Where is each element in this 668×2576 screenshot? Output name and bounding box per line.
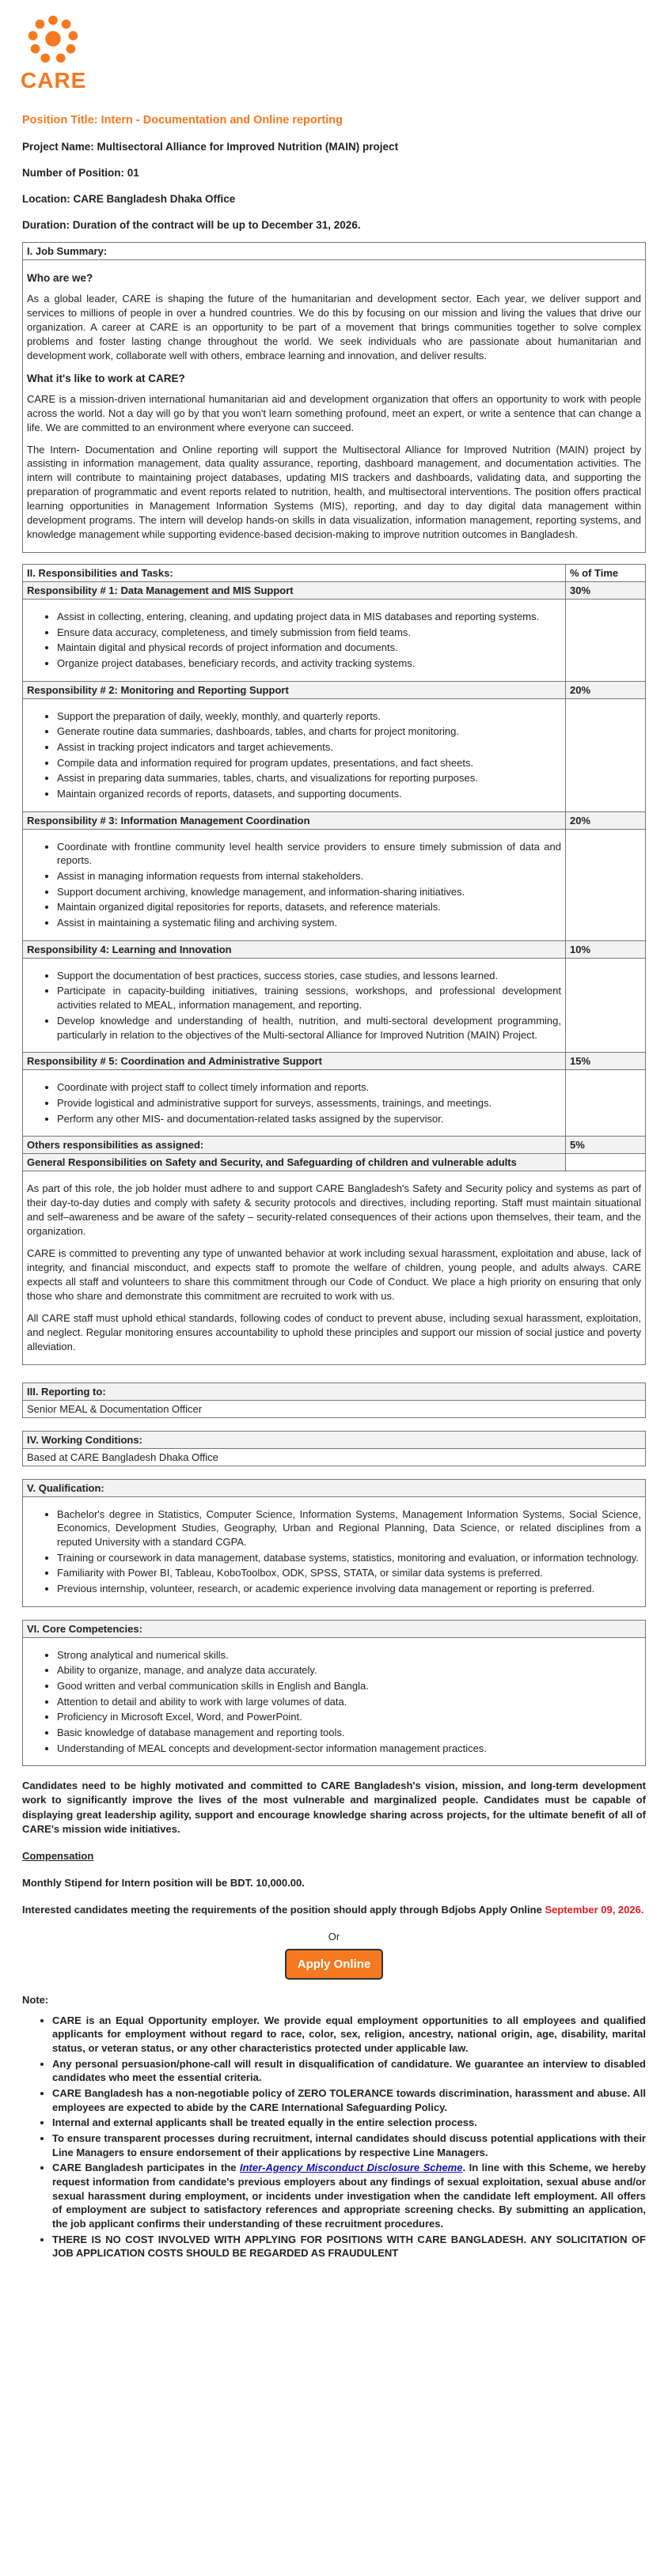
task-item: • Develop knowledge and understanding of health, nutrition, and multi-sectoral development programming, particularly in relation to the objectives of the Multi-sectoral Alliance for Improved Nutrition (MAIN) Project. (57, 1014, 561, 1042)
who-text: As a global leader, CARE is shaping the future of the humanitarian and development sector. Each year, we deliver support and services to millions of people in over a hundred countries. We do this by focusing on our mission and living the values that drive our organization. A career at CARE is an opportunity to be part of a movement that brings communities together to solve complex problems and foster lasting change throughout the world. We seek individuals who are passionate about humanitarian and development work, collaborate well with others, embrace learning and innovation, and deliver results. (27, 293, 641, 361)
apply-text: Interested candidates meeting the requirements of the position should apply through Bdjobs Apply Online (22, 1904, 542, 1916)
competency-item: • Good written and verbal communication skills in English and Bangla. (57, 1679, 641, 1693)
general-para-3: All CARE staff must uphold ethical standards, following codes of conduct to prevent abuse, including sexual harassment, exploitation, and neglect. Regular monitoring ensures accountability to uphold these principles and support our mission of social justice and poverty alleviation. (27, 1311, 641, 1352)
pct-blank (566, 829, 646, 940)
pct-blank (566, 600, 646, 682)
responsibilities-table (22, 564, 646, 1364)
scheme-pre-text: CARE Bangladesh participates in the (52, 2162, 237, 2174)
task-item: • Maintain digital and physical records of project information and documents. (57, 641, 561, 655)
general-pct-blank (566, 1154, 646, 1171)
pct-blank (566, 958, 646, 1052)
others-pct: 5% (566, 1137, 646, 1154)
task-item: • Maintain organized digital repositories for reports, datasets, and reference materials. (57, 900, 561, 914)
task-item: • Maintain organized records of reports, datasets, and supporting documents. (57, 787, 561, 801)
reporting-heading: III. Reporting to: (23, 1383, 646, 1400)
pct-heading: % of Time (566, 565, 646, 582)
responsibility-pct: 20% (566, 811, 646, 829)
role-text: The Intern- Documentation and Online reporting will support the Multisectoral Alliance for Improved Nutrition (MAIN) project by assisting in information management, data quality assurance, reporting, dashboard management, and documentation activities. The intern will contribute to maintaining project databases, updating MIS trackers and dashboards, validating data, and supporting the preparation of programmatic and event reports related to nutrition, health, and multisectoral interventions. The position offers practical learning opportunities in Management Information Systems (MIS), reporting, and day to day digital data management within development programs. The intern will develop hands-on skills in data visualization, information management, reporting systems, and knowledge management while supporting evidence-based decision-making to improve nutrition outcomes in Bangladesh. (27, 443, 641, 541)
responsibility-pct: 15% (566, 1053, 646, 1070)
task-item: • Ensure data accuracy, completeness, and timely submission from field teams. (57, 626, 561, 640)
task-item: • Support the preparation of daily, weekly, monthly, and quarterly reports. (57, 709, 561, 724)
note-item: • CARE Bangladesh has a non-negotiable policy of ZERO TOLERANCE towards discrimination, harassment and abuse. All employees are expected to abide by the CARE International Safeguarding Policy. (52, 2086, 646, 2114)
responsibility-pct: 30% (566, 582, 646, 600)
task-item: • Provide logistical and administrative support for surveys, assessments, trainings, and meetings. (57, 1096, 561, 1110)
qualification-item: • Bachelor's degree in Statistics, Computer Science, Information Systems, Management Information Systems, Social Science, Economics, Development Studies, Geography, Urban and Regional Planning, Data Science, or related disciplines from a reputed University with a standard CGPA. (57, 1507, 641, 1549)
reporting-table (22, 1383, 646, 1418)
task-item: • Assist in managing information requests from internal stakeholders. (57, 869, 561, 883)
qualification-item: • Previous internship, volunteer, research, or academic experience involving data management or reporting is preferred. (57, 1582, 641, 1596)
working-heading: IV. Working Conditions: (23, 1431, 646, 1448)
task-list (27, 709, 561, 801)
competency-item: • Ability to organize, manage, and analyze data accurately. (57, 1663, 641, 1678)
note-item-final: • THERE IS NO COST INVOLVED WITH APPLYING FOR POSITIONS WITH CARE BANGLADESH. ANY SOLICITATION OF JOB APPLICATION COSTS SHOULD BE REGARDED AS FRAUDULENT (52, 2233, 646, 2260)
responsibility-title: Responsibility # 1: Data Management and MIS Support (23, 582, 566, 600)
responsibility-title: Responsibility # 3: Information Management Coordination (23, 811, 566, 829)
location: Location: CARE Bangladesh Dhaka Office (22, 193, 236, 205)
general-para-2: CARE is committed to preventing any type of unwanted behavior at work including sexual harassment, exploitation and abuse, lack of integrity, and financial misconduct, and expects staff to promote the welfare of children, young people, and adults always. CARE expects all staff and volunteers to share this commitment through our Code of Conduct. We place a high priority on ensuring that only those who share and demonstrate this commitment are recruited to work with us. (27, 1246, 641, 1302)
misconduct-scheme-link[interactable]: Inter-Agency Misconduct Disclosure Scheme (240, 2162, 463, 2174)
note-list (22, 2014, 646, 2260)
competency-item: • Basic knowledge of database management and reporting tools. (57, 1726, 641, 1740)
competencies-body (23, 1637, 646, 1766)
qualification-list (27, 1507, 641, 1596)
task-list (27, 1080, 561, 1125)
care-logo (22, 9, 646, 71)
task-item: • Organize project databases, beneficiary records, and activity tracking systems. (57, 656, 561, 671)
task-list (27, 610, 561, 671)
duration: Duration: Duration of the contract will be up to December 31, 2026. (22, 219, 361, 231)
working-value: Based at CARE Bangladesh Dhaka Office (23, 1448, 646, 1466)
note-item: • To ensure transparent processes during recruitment, internal candidates should discuss potential applications with their Line Managers to ensure endorsement of their applications by respective Line Managers. (52, 2132, 646, 2159)
position-title: Position Title: Intern - Documentation and Online reporting (22, 114, 343, 127)
competency-item: • Proficiency in Microsoft Excel, Word, and PowerPoint. (57, 1710, 641, 1724)
note-section (22, 1994, 646, 2260)
task-item: • Assist in tracking project indicators and target achievements. (57, 740, 561, 755)
deadline: September 09, 2026. (545, 1904, 644, 1916)
job-summary-body (23, 260, 646, 553)
others-title: Others responsibilities as assigned: (23, 1137, 566, 1154)
qualification-item: • Familiarity with Power BI, Tableau, KoboToolbox, ODK, SPSS, STATA, or similar data systems is preferred. (57, 1566, 641, 1580)
apply-instructions (22, 1903, 646, 1917)
pct-blank (566, 698, 646, 811)
competency-item: • Understanding of MEAL concepts and development-sector information management practices. (57, 1742, 641, 1756)
responsibility-tasks (23, 958, 566, 1052)
responsibility-title: Responsibility # 5: Coordination and Administrative Support (23, 1053, 566, 1070)
compensation-heading: Compensation (22, 1849, 94, 1862)
reporting-value: Senior MEAL & Documentation Officer (23, 1400, 646, 1417)
competencies-list (27, 1648, 641, 1756)
task-item: • Assist in preparing data summaries, tables, charts, and visualizations for reporting purposes. (57, 771, 561, 785)
note-item-scheme (52, 2161, 646, 2230)
competency-item: • Attention to detail and ability to work with large volumes of data. (57, 1695, 641, 1709)
qualification-heading: V. Qualification: (23, 1479, 646, 1496)
responsibility-tasks (23, 829, 566, 940)
number-of-position: Number of Position: 01 (22, 167, 139, 179)
pct-blank (566, 1070, 646, 1137)
qualification-table (22, 1479, 646, 1607)
responsibilities-heading: II. Responsibilities and Tasks: (23, 565, 566, 582)
responsibilities-body (23, 582, 646, 1137)
job-summary-table (22, 242, 646, 553)
care-logo-icon (22, 9, 84, 71)
or-text: Or (328, 1930, 340, 1942)
competency-item: • Strong analytical and numerical skills. (57, 1648, 641, 1662)
job-summary-heading: I. Job Summary: (23, 243, 646, 260)
task-item: • Assist in collecting, entering, cleaning, and updating project data in MIS databases and reporting systems. (57, 610, 561, 624)
task-item: • Generate routine data summaries, dashboards, tables, and charts for project monitoring. (57, 724, 561, 739)
qualification-item: • Training or coursework in data management, database systems, statistics, monitoring and evaluation, or information technology. (57, 1551, 641, 1565)
note-item: • Internal and external applicants shall be treated equally in the entire selection process. (52, 2116, 646, 2130)
task-item: • Participate in capacity-building initiatives, training sessions, workshops, and professional development activities related to MEAL, information management, and reporting. (57, 984, 561, 1012)
care-wordmark: CARE (21, 68, 87, 93)
responsibility-pct: 20% (566, 681, 646, 698)
who-heading: Who are we? (27, 272, 93, 284)
apply-online-button[interactable]: Apply Online (285, 1949, 384, 1980)
task-item: • Perform any other MIS- and documentation-related tasks assigned by the supervisor. (57, 1112, 561, 1126)
competencies-table (22, 1620, 646, 1767)
note-heading: Note: (22, 1993, 49, 2006)
general-title: General Responsibilities on Safety and Security, and Safeguarding of children and vulnerable adults (23, 1154, 566, 1171)
responsibility-tasks (23, 1070, 566, 1137)
responsibility-tasks (23, 600, 566, 682)
task-item: • Support document archiving, knowledge management, and information-sharing initiatives. (57, 885, 561, 899)
note-item: • Any personal persuasion/phone-call will result in disqualification of candidature. We guarantee an interview to disabled candidates who meet the essential criteria. (52, 2057, 646, 2085)
general-para-1: As part of this role, the job holder must adhere to and support CARE Bangladesh's Safety and Security policy and systems as part of their day-to-day duties and comply with safety & security protocols and directives, including reporting. Staff must maintain situational and self–awareness and be aware of the safety – security-related consequences of their actions upon themselves, their team, and the organization. (27, 1182, 641, 1237)
scheme-post-text: . In line with this Scheme, we hereby request information from candidate's previous employers about any findings of sexual exploitation, sexual abuse and/or sexual harassment during employment, or incidents under investigation when the candidate left employment. All offers of employment are subject to satisfactory references and appropriate screening checks. By submitting an application, the job applicant confirms their understanding of these recruitment procedures. (52, 2162, 646, 2230)
task-item: • Assist in maintaining a systematic filing and archiving system. (57, 916, 561, 930)
responsibility-title: Responsibility # 2: Monitoring and Reporting Support (23, 681, 566, 698)
responsibility-title: Responsibility 4: Learning and Innovation (23, 940, 566, 958)
note-item: • CARE is an Equal Opportunity employer. We provide equal employment opportunities to all employees and qualified applicants for employment without regard to race, color, sex, religion, ancestry, national origin, age, disability, marital status, or veteran status, or any other characteristics protected under applicable law. (52, 2014, 646, 2056)
responsibility-tasks (23, 698, 566, 811)
task-item: • Coordinate with project staff to collect timely information and reports. (57, 1080, 561, 1095)
task-item: • Compile data and information required for program updates, presentations, and fact sheets. (57, 756, 561, 770)
task-list (27, 840, 561, 930)
motivation-text: Candidates need to be highly motivated and committed to CARE Bangladesh's vision, mission, and long-term development work to significantly improve the lives of the most vulnerable and marginalized people. Candidates must be capable of displaying great leadership agility, support and encourage knowledge sharing across projects, for the ultimate benefit of all of CARE's mission wide initiatives. (22, 1780, 646, 1835)
competencies-heading: VI. Core Competencies: (23, 1620, 646, 1637)
stipend-text: Monthly Stipend for Intern position will be BDT. 10,000.00. (22, 1877, 305, 1889)
what-heading: What it's like to work at CARE? (27, 372, 185, 384)
task-list (27, 969, 561, 1042)
what-text: CARE is a mission-driven international humanitarian aid and development organization that offers an opportunity to work with people across the world. Not a day will go by that you won't learn something profound, meet an expert, or write a sentence that can change a life. We are committed to an environment where everyone can succeed. (27, 392, 641, 433)
task-item: • Support the documentation of best practices, success stories, case studies, and lessons learned. (57, 969, 561, 983)
general-body (23, 1171, 646, 1364)
working-table (22, 1431, 646, 1466)
responsibility-pct: 10% (566, 940, 646, 958)
task-item: • Coordinate with frontline community level health service providers to ensure timely submission of data and reports. (57, 840, 561, 868)
project-name: Project Name: Multisectoral Alliance for Improved Nutrition (MAIN) project (22, 141, 399, 153)
qualification-body (23, 1496, 646, 1606)
